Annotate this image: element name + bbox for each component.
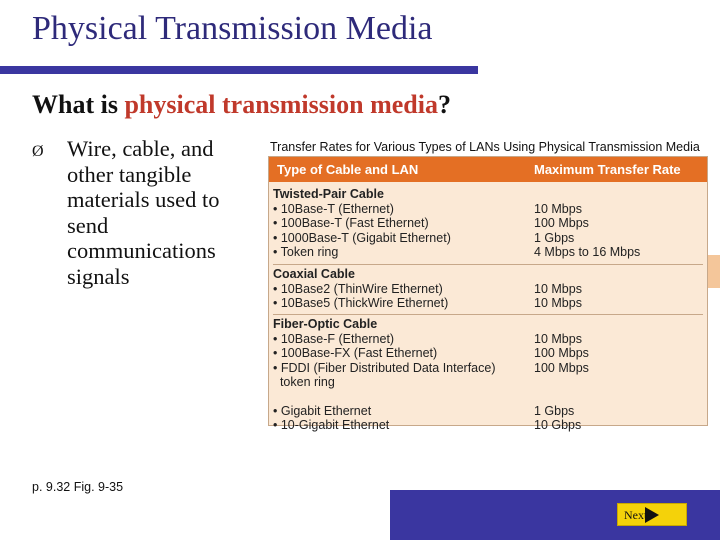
side-tab-decoration — [708, 255, 720, 288]
table-group-twisted-pair — [273, 187, 703, 260]
table-header-row — [269, 157, 707, 182]
transfer-rate: 10 Mbps — [534, 296, 582, 310]
cable-type: • 100Base-FX (Fast Ethernet) — [273, 346, 438, 360]
cable-type: • 10Base2 (ThinWire Ethernet) — [273, 281, 443, 296]
cable-type: • FDDI (Fiber Distributed Data Interface) — [273, 360, 496, 375]
table-divider — [273, 314, 703, 315]
transfer-rate: 10 Gbps — [534, 418, 582, 432]
table-divider — [273, 264, 703, 265]
table-row — [273, 202, 703, 217]
table-row — [273, 216, 703, 231]
header-rate: Maximum Transfer Rate — [534, 162, 681, 177]
slide-title: Physical Transmission Media — [32, 10, 433, 47]
table-row — [273, 375, 703, 390]
header-type: Type of Cable and LAN — [277, 162, 419, 177]
cable-type: • Token ring — [273, 245, 339, 259]
question-highlight: physical transmission media — [124, 90, 438, 119]
transfer-rate: 1 Gbps — [534, 403, 575, 418]
table-row — [273, 346, 703, 361]
transfer-rate: 4 Mbps to 16 Mbps — [534, 245, 641, 259]
figure-reference: p. 9.32 Fig. 9-35 — [32, 480, 124, 494]
next-button[interactable] — [617, 503, 687, 526]
cable-type: • 10Base-T (Ethernet) — [273, 201, 394, 216]
transfer-rate: 10 Mbps — [534, 281, 582, 296]
transfer-rate: 10 Mbps — [534, 331, 582, 346]
question-prefix: What is — [32, 90, 125, 119]
lan-transfer-rate-table — [268, 156, 708, 432]
title-underline-bar — [0, 66, 478, 74]
table-group-coaxial — [273, 267, 703, 311]
table-group-fiber-optic — [273, 317, 703, 433]
transfer-rate: 100 Mbps — [534, 346, 589, 360]
bullet-arrow-icon: Ø — [32, 143, 44, 160]
transfer-rate: 100 Mbps — [534, 360, 589, 375]
table-row — [273, 231, 703, 246]
cable-type: • 10Base5 (ThickWire Ethernet) — [273, 296, 449, 310]
table-caption: Transfer Rates for Various Types of LANs Using Physical Transmission Media — [270, 140, 700, 154]
group-name: Twisted-Pair Cable — [273, 187, 384, 201]
transfer-rate: 10 Mbps — [534, 201, 582, 216]
transfer-rate: 1 Gbps — [534, 230, 575, 245]
cable-type: • 1000Base-T (Gigabit Ethernet) — [273, 230, 451, 245]
table-row — [273, 245, 703, 260]
table-row — [273, 404, 703, 419]
table-row — [273, 332, 703, 347]
table-row — [273, 361, 703, 376]
next-label: Next — [624, 508, 648, 522]
question-suffix: ? — [437, 90, 451, 119]
cable-type: • 10Base-F (Ethernet) — [273, 331, 395, 346]
cable-type: • 100Base-T (Fast Ethernet) — [273, 216, 429, 230]
cable-type: • 10-Gigabit Ethernet — [273, 418, 390, 432]
table-row — [273, 296, 703, 311]
cable-type: • Gigabit Ethernet — [273, 403, 372, 418]
bullet-text: Wire, cable, and other tangible materials used to send communications signals — [67, 136, 220, 289]
table-row — [273, 282, 703, 297]
group-name: Fiber-Optic Cable — [273, 317, 378, 331]
cable-type: token ring — [273, 375, 335, 389]
table-row — [273, 418, 703, 433]
question-heading — [32, 90, 451, 120]
play-arrow-icon — [645, 507, 659, 523]
transfer-rate: 100 Mbps — [534, 216, 589, 230]
group-name: Coaxial Cable — [273, 267, 355, 281]
